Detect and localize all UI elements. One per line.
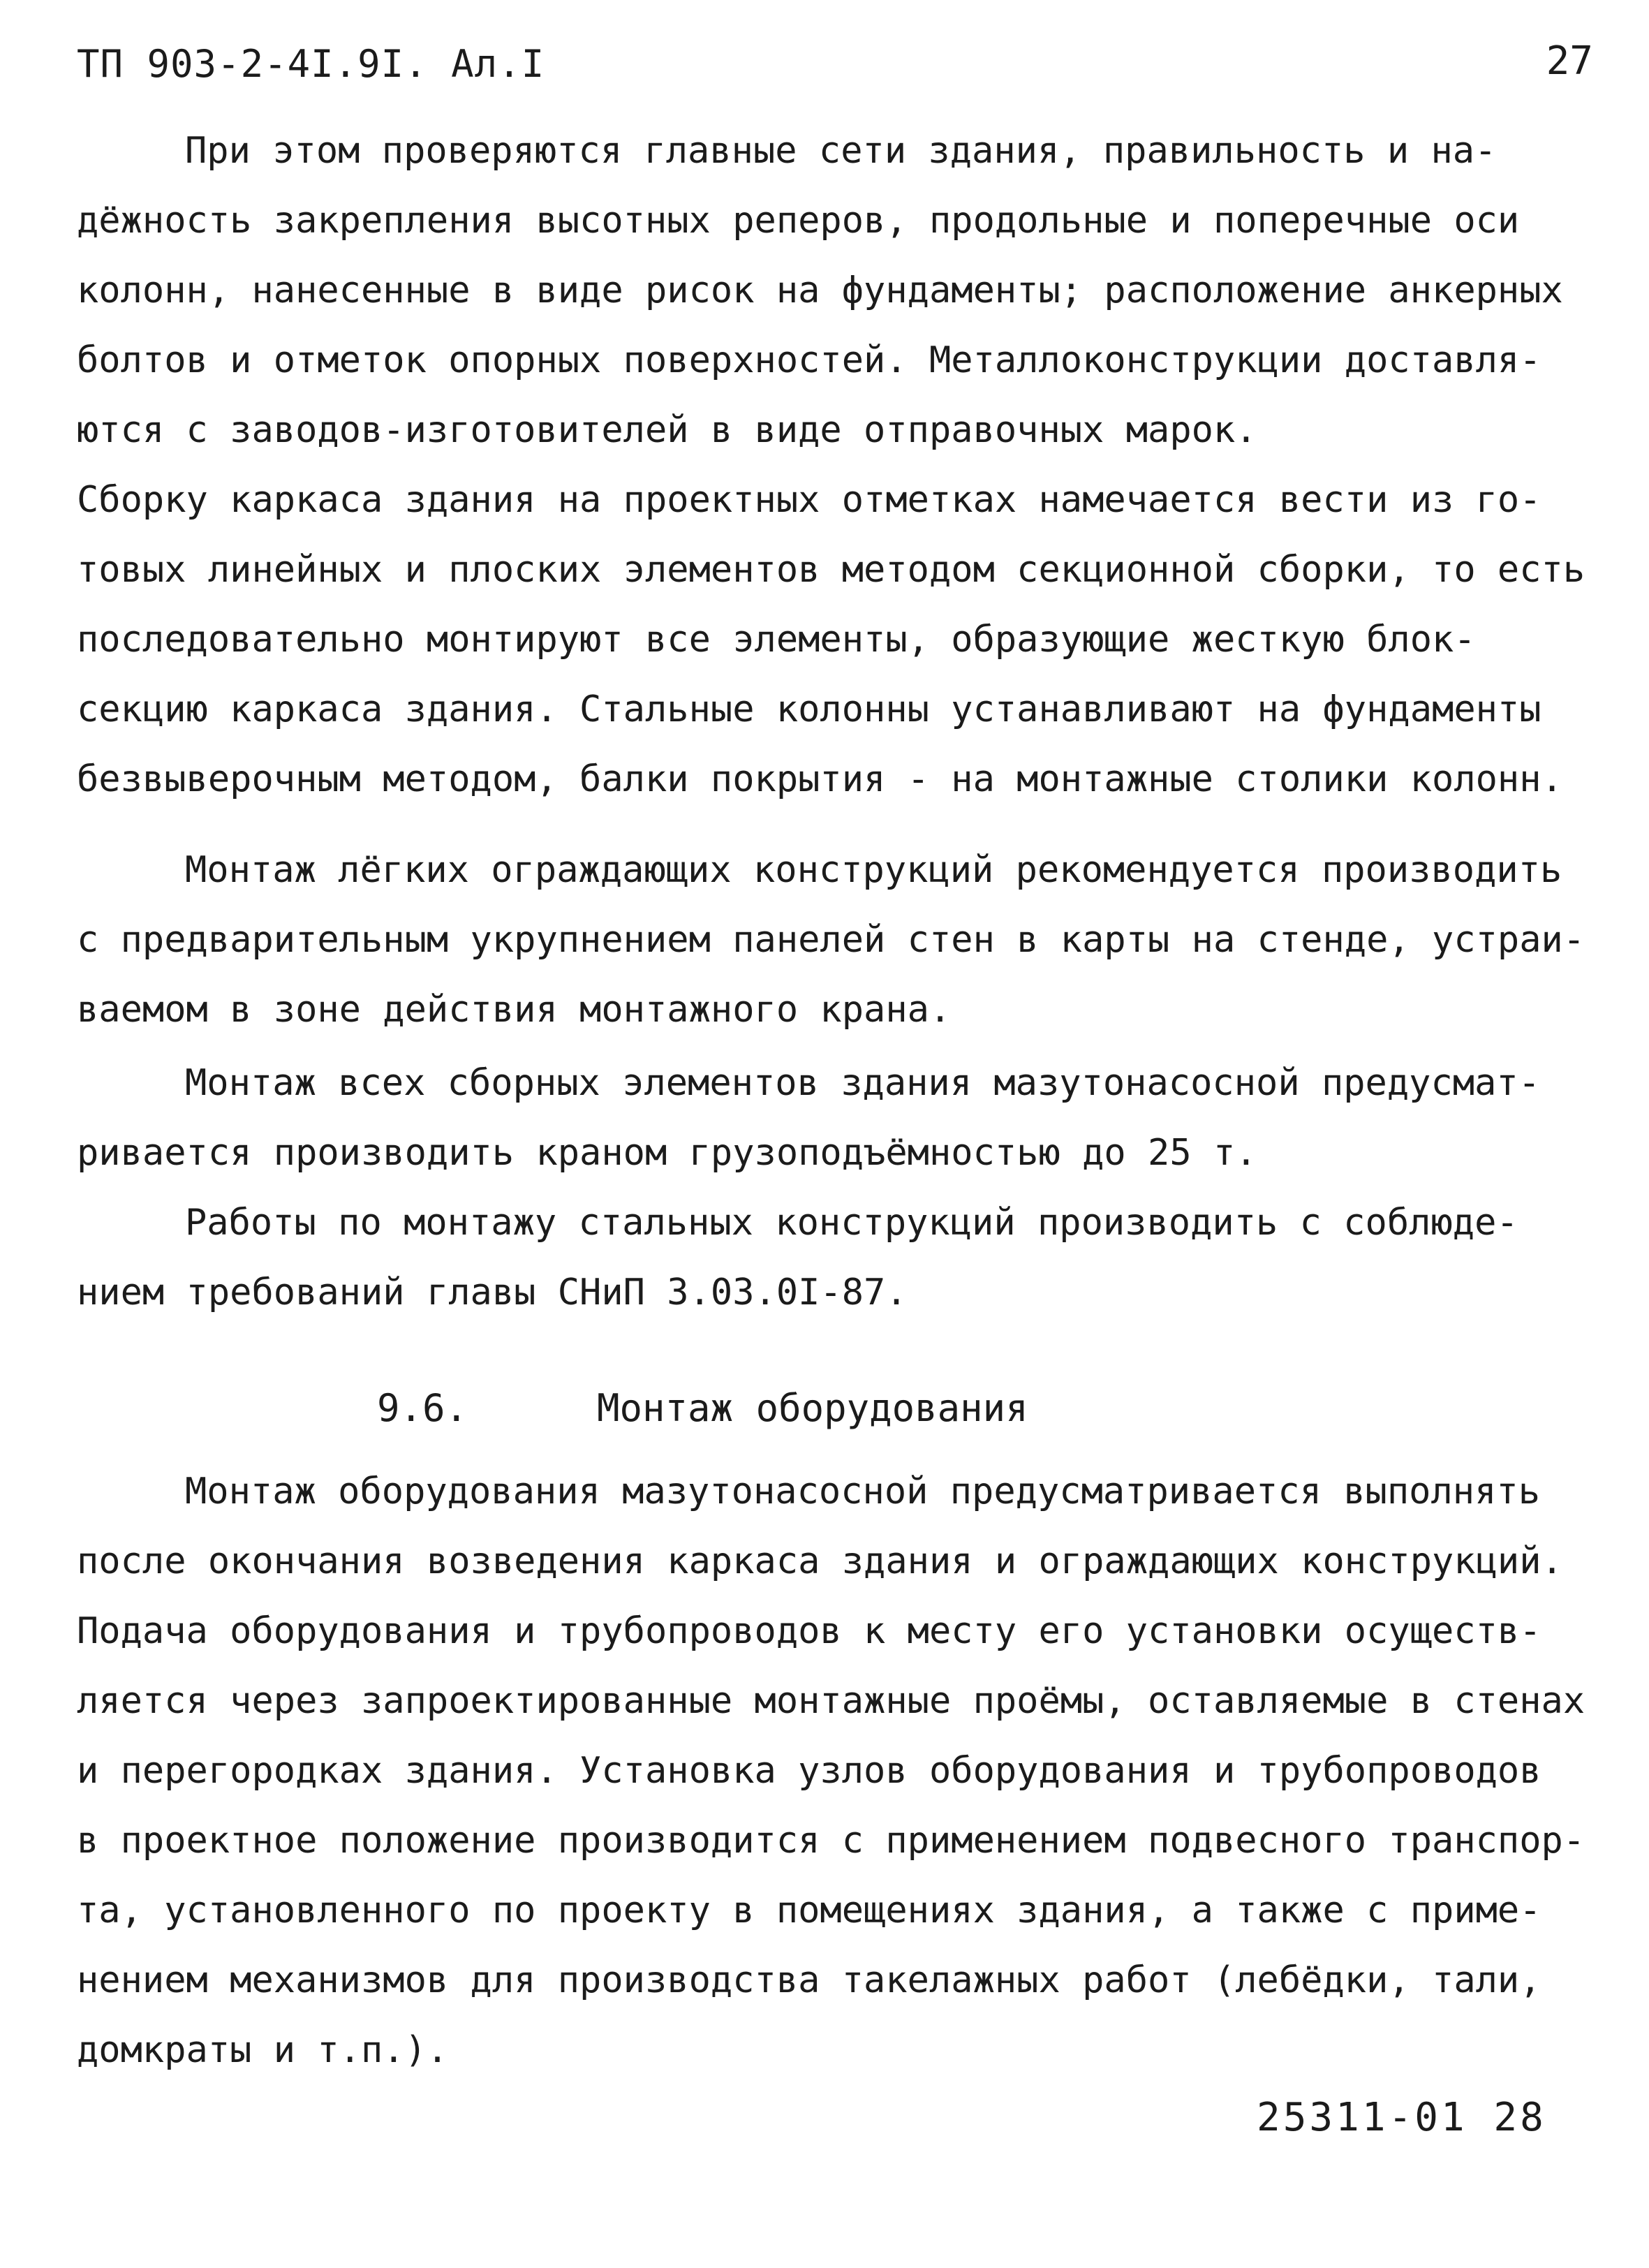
- paragraph-line: безвыверочным методом, балки покрытия - на монтажные столики колонн.: [77, 758, 1563, 800]
- section-title: Монтаж оборудования: [597, 1386, 1028, 1430]
- footer-code: 25311-01 28: [1257, 2095, 1546, 2140]
- paragraph-line: последовательно монтируют все элементы, образующие жесткую блок-: [77, 619, 1476, 661]
- paragraph-line: та, установленного по проекту в помещениях здания, а также с приме-: [77, 1890, 1541, 1931]
- paragraph-line: дёжность закрепления высотных реперов, продольные и поперечные оси: [77, 200, 1520, 242]
- paragraph-line: Монтаж лёгких ограждающих конструкций рекомендуется производить: [185, 849, 1562, 891]
- paragraph-line: с предварительным укрупнением панелей стен в карты на стенде, устраи-: [77, 919, 1585, 961]
- paragraph-line: При этом проверяются главные сети здания, правильность и на-: [185, 130, 1497, 172]
- paragraph-line: и перегородках здания. Установка узлов оборудования и трубопроводов: [77, 1750, 1541, 1792]
- paragraph-line: Монтаж оборудования мазутонасосной предусматривается выполнять: [185, 1471, 1541, 1512]
- paragraph-line: болтов и отметок опорных поверхностей. Металлоконструкции доставля-: [77, 339, 1541, 381]
- paragraph-line: ляется через запроектированные монтажные проёмы, оставляемые в стенах: [77, 1680, 1585, 1722]
- paragraph-line: домкраты и т.п.).: [77, 2029, 449, 2071]
- paragraph-line: нием требований главы СНиП 3.03.0I-87.: [77, 1272, 908, 1313]
- section-number: 9.6.: [377, 1386, 468, 1430]
- page-number: 27: [1546, 38, 1593, 84]
- paragraph-line: Подача оборудования и трубопроводов к месту его установки осуществ-: [77, 1610, 1541, 1652]
- paragraph-line: Монтаж всех сборных элементов здания мазутонасосной предусмат-: [185, 1062, 1541, 1104]
- paragraph-line: колонн, нанесенные в виде рисок на фундаменты; расположение анкерных: [77, 270, 1563, 311]
- paragraph-line: Сборку каркаса здания на проектных отметках намечается вести из го-: [77, 479, 1541, 521]
- paragraph-line: ваемом в зоне действия монтажного крана.: [77, 989, 952, 1031]
- paragraph-line: товых линейных и плоских элементов методом секционной сборки, то есть: [77, 549, 1585, 591]
- paragraph-line: в проектное положение производится с применением подвесного транспор-: [77, 1820, 1585, 1862]
- document-code: ТП 903-2-4I.9I. Ал.I: [77, 42, 545, 86]
- paragraph-line: ются с заводов-изготовителей в виде отправочных марок.: [77, 409, 1257, 451]
- paragraph-line: нением механизмов для производства такелажных работ (лебёдки, тали,: [77, 1959, 1541, 2001]
- paragraph-line: ривается производить краном грузоподъёмностью до 25 т.: [77, 1132, 1257, 1174]
- paragraph-line: Работы по монтажу стальных конструкций производить с соблюде-: [185, 1202, 1518, 1244]
- paragraph-line: секцию каркаса здания. Стальные колонны устанавливают на фундаменты: [77, 688, 1541, 730]
- paragraph-line: после окончания возведения каркаса здания и ограждающих конструкций.: [77, 1540, 1563, 1582]
